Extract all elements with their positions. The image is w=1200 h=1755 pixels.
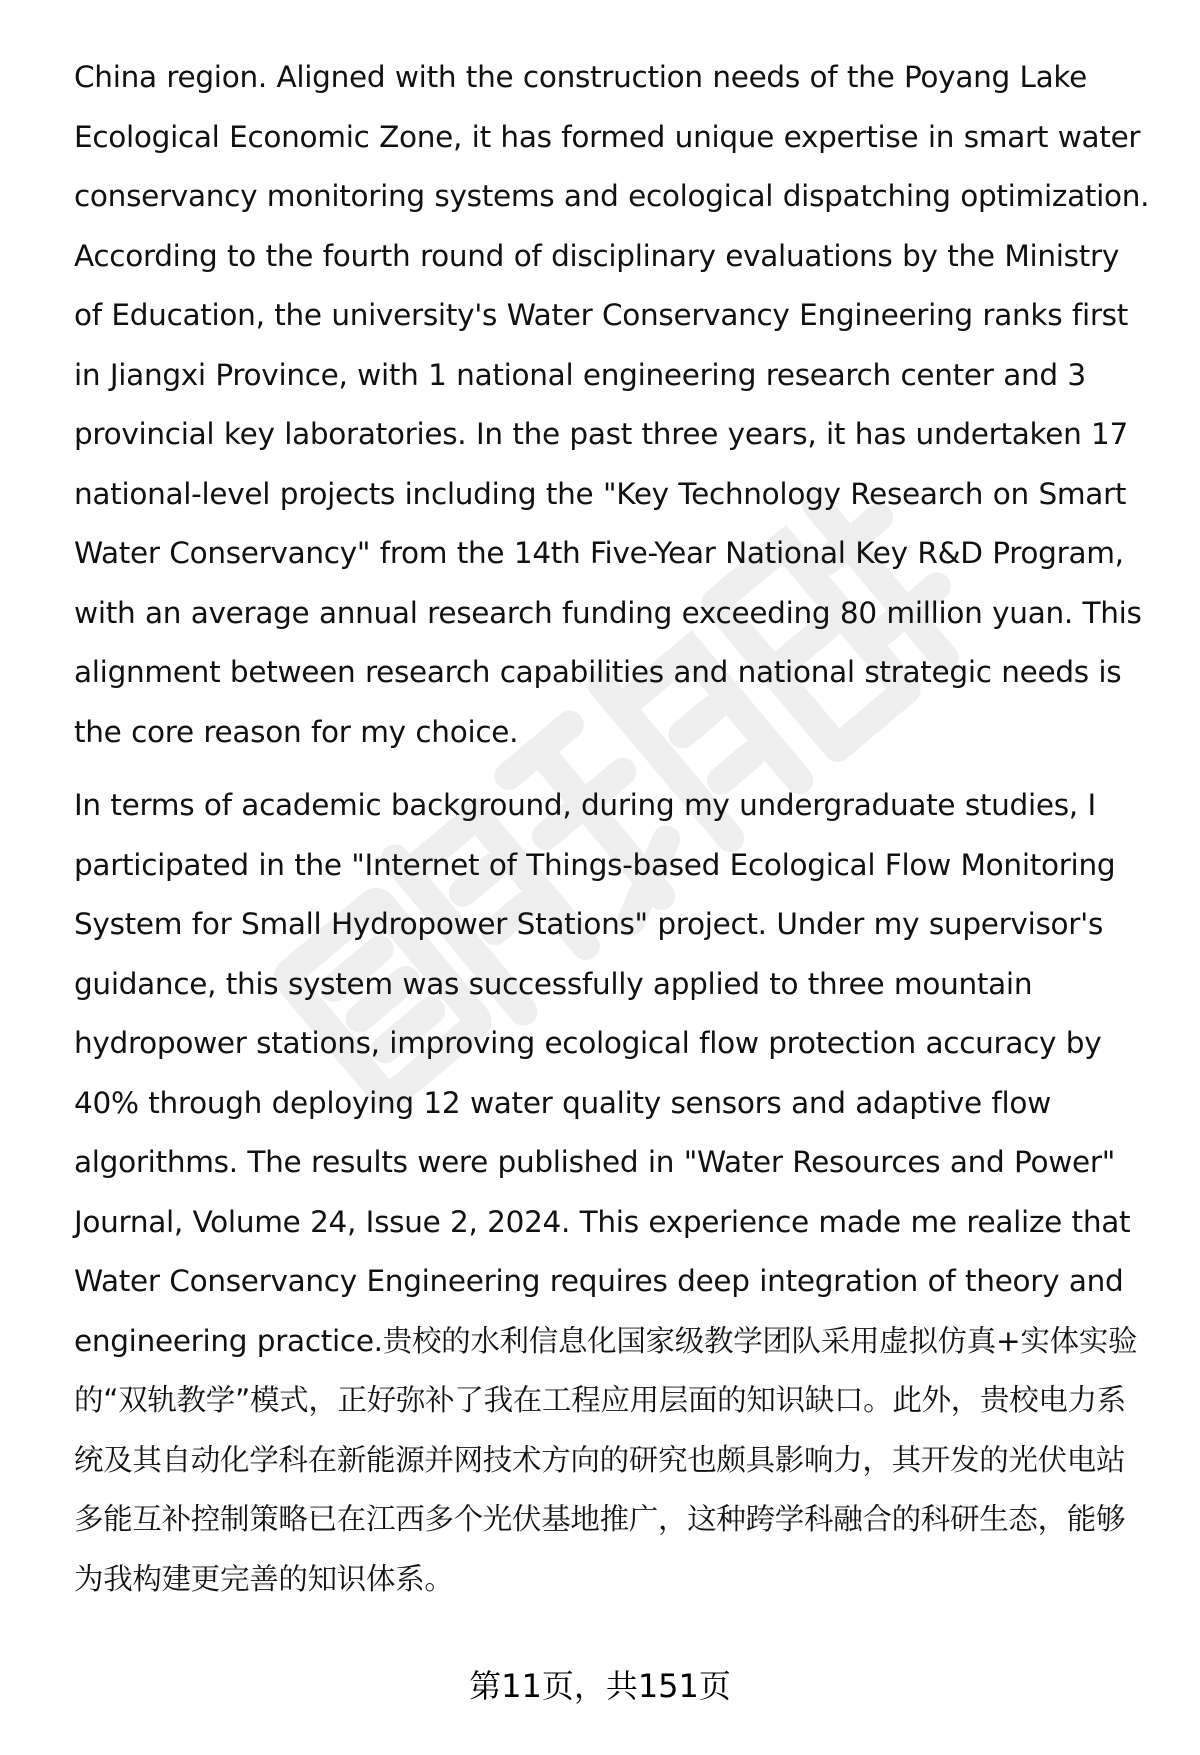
document-body [74, 48, 1154, 1609]
paragraph-1: China region. Aligned with the construction needs of the Poyang Lake Ecological Economic Zone, it has formed unique expertise in smart water conservancy monitoring systems and ecological dispatching optimization. According to the fourth round of disciplinary evaluations by the Ministry of Education, the university's Water Conservancy Engineering ranks first in Jiangxi Province, with 1 national engineering research center and 3 provincial key laboratories. In the past three years, it has undertaken 17 national-level projects including the "Key Technology Research on Smart Water Conservancy" from the 14th Five-Year National Key R&D Program, with an average annual research funding exceeding 80 million yuan. This alignment between research capabilities and national strategic needs is the core reason for my choice. [74, 60, 1150, 749]
paragraph-2: In terms of academic background, during my undergraduate studies, I participated in the "Internet of Things-based Ecological Flow Monitoring System for Small Hydropower Stations" project. Under my supervisor's guidance, this system was successfully applied to three mountain hydropower stations, improving ecological flow protection accuracy by 40% through deploying 12 water quality sensors and adaptive flow algorithms. The results were published in "Water Resources and Power" Journal, Volume 24, Issue 2, 2024. This experience made me realize that Water Conservancy Engineering requires deep integration of theory and engineering practice.贵校的水利信息化国家级教学团队采用虚拟仿真+实体实验的“双轨教学”模式，正好弥补了我在工程应用层面的知识缺口。此外，贵校电力系统及其自动化学科在新能源并网技术方向的研究也颇具影响力，其开发的光伏电站多能互补控制策略已在江西多个光伏基地推广，这种跨学科融合的科研生态，能够为我构建更完善的知识体系。 [74, 788, 1138, 1596]
page-number-footer: 第11页，共151页 [469, 1667, 731, 1705]
